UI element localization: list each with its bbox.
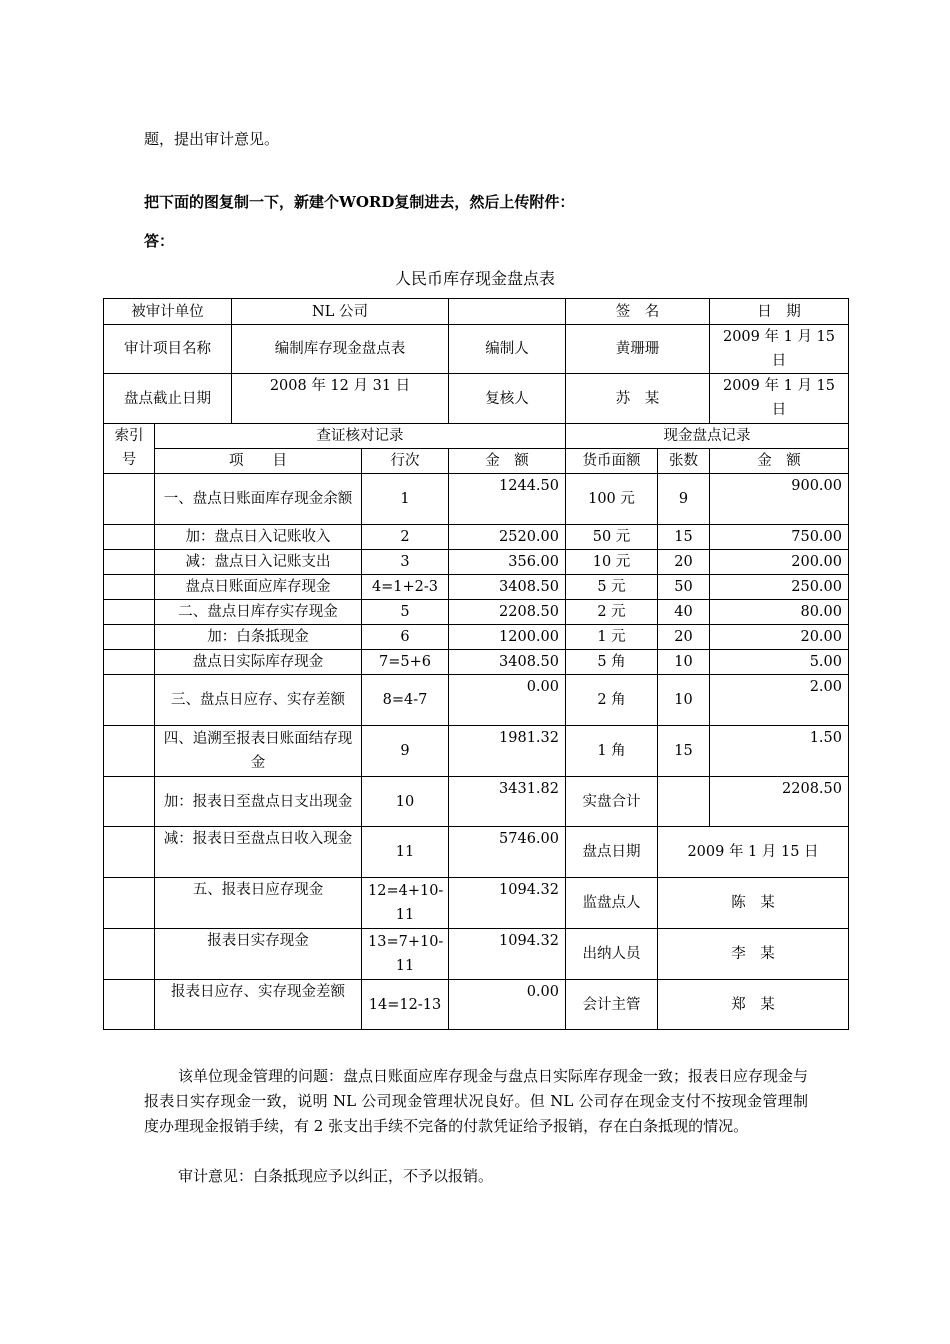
item-cell: 三、盘点日应存、实存差额 (155, 675, 362, 726)
header-row-unit (104, 299, 849, 325)
row-number-cell: 8=4-7 (362, 675, 449, 726)
info-label-cell: 出纳人员 (566, 929, 658, 980)
item-cell: 四、追溯至报表日账面结存现金 (155, 726, 362, 777)
row-number-cell: 2 (362, 525, 449, 550)
row-number-cell: 12=4+10-11 (362, 878, 449, 929)
denomination-cell: 10 元 (566, 550, 658, 575)
row-number-cell: 9 (362, 726, 449, 777)
count-amount-cell: 750.00 (710, 525, 849, 550)
denomination-cell: 实盘合计 (566, 777, 658, 827)
unit-label: 被审计单位 (104, 299, 232, 325)
row-number-cell: 13=7+10-11 (362, 929, 449, 980)
index-cell (104, 525, 155, 550)
info-label-cell: 会计主管 (566, 980, 658, 1030)
quantity-cell: 50 (658, 575, 710, 600)
amount-cell: 1200.00 (449, 625, 566, 650)
index-cell (104, 550, 155, 575)
amount-cell: 1981.32 (449, 726, 566, 777)
row-number-cell: 14=12-13 (362, 980, 449, 1030)
denomination-cell: 1 元 (566, 625, 658, 650)
amount-cell: 2520.00 (449, 525, 566, 550)
index-label: 索引号 (104, 424, 155, 474)
table-row (104, 625, 849, 650)
quantity-cell: 9 (658, 474, 710, 525)
sign-label: 签 名 (566, 299, 710, 325)
info-label-cell: 监盘点人 (566, 878, 658, 929)
index-cell (104, 575, 155, 600)
col-amount-header: 金 额 (449, 449, 566, 474)
info-value-cell: 李 某 (658, 929, 849, 980)
row-number-cell: 5 (362, 600, 449, 625)
amount-cell: 1094.32 (449, 929, 566, 980)
index-cell (104, 474, 155, 525)
quantity-cell: 15 (658, 726, 710, 777)
header-row-project (104, 325, 849, 374)
count-amount-cell: 2208.50 (710, 777, 849, 827)
row-number-cell: 6 (362, 625, 449, 650)
info-label-cell: 盘点日期 (566, 827, 658, 878)
item-cell: 加：盘点日入记账收入 (155, 525, 362, 550)
table-row (104, 980, 849, 1030)
count-amount-cell: 1.50 (710, 726, 849, 777)
row-number-cell: 4=1+2-3 (362, 575, 449, 600)
count-amount-cell: 20.00 (710, 625, 849, 650)
denomination-cell: 50 元 (566, 525, 658, 550)
item-cell: 加：报表日至盘点日支出现金 (155, 777, 362, 827)
quantity-cell: 20 (658, 550, 710, 575)
cutoff-label: 盘点截止日期 (104, 374, 232, 424)
reviewer-date: 2009 年 1 月 15 日 (710, 374, 849, 424)
amount-cell: 3431.82 (449, 777, 566, 827)
count-amount-cell: 900.00 (710, 474, 849, 525)
count-amount-cell: 5.00 (710, 650, 849, 675)
amount-cell: 1094.32 (449, 878, 566, 929)
table-row (104, 675, 849, 726)
info-value-cell: 陈 某 (658, 878, 849, 929)
index-cell (104, 777, 155, 827)
table-row (104, 575, 849, 600)
row-number-cell: 3 (362, 550, 449, 575)
index-cell (104, 625, 155, 650)
column-header-row (104, 449, 849, 474)
item-cell: 盘点日实际库存现金 (155, 650, 362, 675)
section-row (104, 424, 849, 449)
amount-cell: 3408.50 (449, 575, 566, 600)
cash-count-table (103, 298, 849, 1030)
verify-label: 查证核对记录 (155, 424, 566, 449)
table-row (104, 650, 849, 675)
row-number-cell: 7=5+6 (362, 650, 449, 675)
answer-label: 答： (144, 232, 175, 250)
amount-cell: 2208.50 (449, 600, 566, 625)
amount-cell: 356.00 (449, 550, 566, 575)
col-row-header: 行次 (362, 449, 449, 474)
reviewer-label: 复核人 (449, 374, 566, 424)
count-amount-cell: 80.00 (710, 600, 849, 625)
index-cell (104, 827, 155, 878)
quantity-cell (658, 777, 710, 827)
table-row (104, 600, 849, 625)
item-cell: 减：盘点日入记账支出 (155, 550, 362, 575)
table-row (104, 827, 849, 878)
denomination-cell: 5 元 (566, 575, 658, 600)
index-cell (104, 675, 155, 726)
row-number-cell: 11 (362, 827, 449, 878)
intro-line-1: 题，提出审计意见。 (144, 130, 280, 148)
amount-cell: 0.00 (449, 980, 566, 1030)
index-cell (104, 726, 155, 777)
info-value-cell: 2009 年 1 月 15 日 (658, 827, 849, 878)
count-amount-cell: 200.00 (710, 550, 849, 575)
instruction-line: 把下面的图复制一下，新建个WORD复制进去，然后上传附件： (144, 193, 575, 211)
quantity-cell: 15 (658, 525, 710, 550)
table-title: 人民币库存现金盘点表 (394, 269, 555, 288)
index-cell (104, 929, 155, 980)
table-row (104, 474, 849, 525)
preparer-label: 编制人 (449, 325, 566, 374)
item-cell: 盘点日账面应库存现金 (155, 575, 362, 600)
index-cell (104, 600, 155, 625)
table-row (104, 726, 849, 777)
amount-cell: 5746.00 (449, 827, 566, 878)
reviewer-value: 苏 某 (566, 374, 710, 424)
header-row-cutoff (104, 374, 849, 424)
item-cell: 一、盘点日账面库存现金余额 (155, 474, 362, 525)
row-number-cell: 1 (362, 474, 449, 525)
unit-value: NL 公司 (232, 299, 449, 325)
table-row (104, 525, 849, 550)
count-label: 现金盘点记录 (566, 424, 849, 449)
table-row (104, 929, 849, 980)
amount-cell: 0.00 (449, 675, 566, 726)
table-row (104, 550, 849, 575)
cutoff-value: 2008 年 12 月 31 日 (232, 374, 449, 424)
preparer-value: 黄珊珊 (566, 325, 710, 374)
blank-cell (449, 299, 566, 325)
preparer-date: 2009 年 1 月 15 日 (710, 325, 849, 374)
table-row (104, 777, 849, 827)
opinion-paragraph: 审计意见：白条抵现应予以纠正，不予以报销。 (178, 1167, 494, 1185)
project-label: 审计项目名称 (104, 325, 232, 374)
date-label: 日 期 (710, 299, 849, 325)
denomination-cell: 5 角 (566, 650, 658, 675)
col-qty-header: 张数 (658, 449, 710, 474)
info-value-cell: 郑 某 (658, 980, 849, 1030)
index-cell (104, 650, 155, 675)
item-cell: 报表日实存现金 (155, 929, 362, 980)
project-value: 编制库存现金盘点表 (232, 325, 449, 374)
quantity-cell: 10 (658, 675, 710, 726)
amount-cell: 3408.50 (449, 650, 566, 675)
item-cell: 五、报表日应存现金 (155, 878, 362, 929)
denomination-cell: 2 元 (566, 600, 658, 625)
quantity-cell: 20 (658, 625, 710, 650)
quantity-cell: 10 (658, 650, 710, 675)
row-number-cell: 10 (362, 777, 449, 827)
problem-paragraph: 该单位现金管理的问题：盘点日账面应库存现金与盘点日实际库存现金一致；报表日应存现金与报表日实存现金一致，说明 NL 公司现金管理状况良好。但 NL 公司存在现金支付不按现金管理制度办理现金报销手续，有 2 张支出手续不完备的付款凭证给予报销，存在白条抵现的情况。 (144, 1067, 809, 1135)
count-amount-cell: 2.00 (710, 675, 849, 726)
item-cell: 加：白条抵现金 (155, 625, 362, 650)
col-amount2-header: 金 额 (710, 449, 849, 474)
item-cell: 二、盘点日库存实存现金 (155, 600, 362, 625)
col-item-header: 项 目 (155, 449, 362, 474)
quantity-cell: 40 (658, 600, 710, 625)
index-cell (104, 878, 155, 929)
table-row (104, 878, 849, 929)
col-denom-header: 货币面额 (566, 449, 658, 474)
denomination-cell: 1 角 (566, 726, 658, 777)
index-cell (104, 980, 155, 1030)
denomination-cell: 2 角 (566, 675, 658, 726)
amount-cell: 1244.50 (449, 474, 566, 525)
item-cell: 报表日应存、实存现金差额 (155, 980, 362, 1030)
count-amount-cell: 250.00 (710, 575, 849, 600)
denomination-cell: 100 元 (566, 474, 658, 525)
item-cell: 减：报表日至盘点日收入现金 (155, 827, 362, 878)
